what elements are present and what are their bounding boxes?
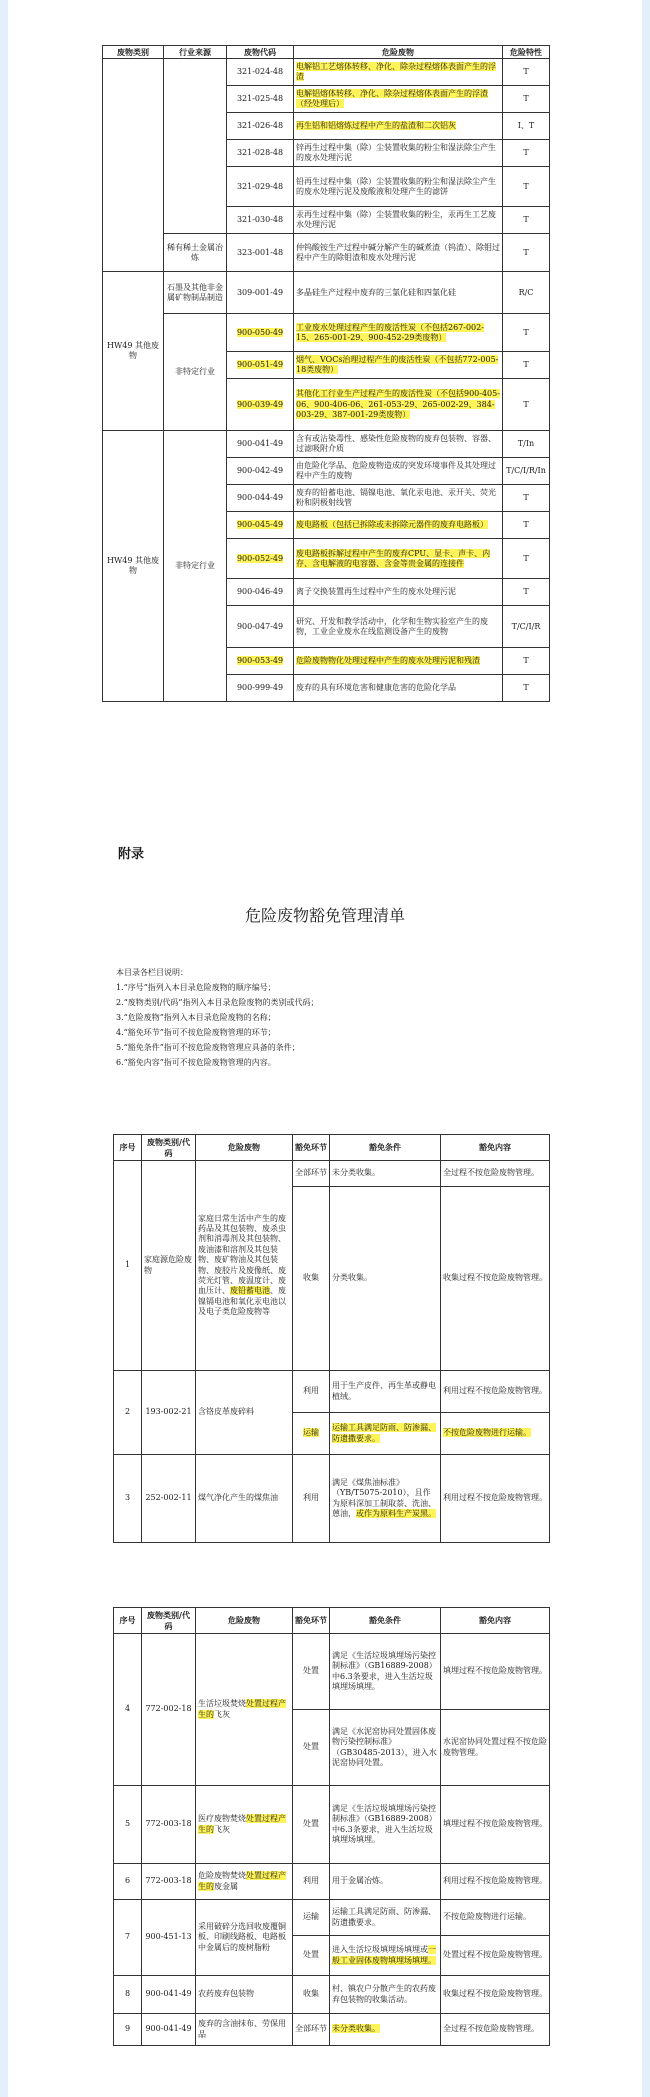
stage-cell: 利用 <box>293 1371 330 1413</box>
no-cell: 1 <box>114 1161 142 1371</box>
code-cell: 900-044-49 <box>227 485 294 512</box>
code-cell: 900-039-49 <box>227 379 294 431</box>
no-cell: 6 <box>114 1864 142 1900</box>
stage-cell: 利用 <box>293 1864 330 1900</box>
stage-cell: 收集 <box>293 1976 330 2014</box>
code-cell: 900-053-49 <box>227 648 294 675</box>
condition-cell: 运输工具满足防雨、防渗漏、防遗撒要求。 <box>330 1413 441 1455</box>
table-row <box>103 272 550 314</box>
code-cell: 772-003-18 <box>142 1786 196 1864</box>
characteristic-cell: T <box>503 675 550 702</box>
code-cell: 900-042-49 <box>227 458 294 485</box>
characteristic-cell: T/In <box>503 431 550 458</box>
characteristic-cell: T <box>503 485 550 512</box>
content-cell: 利用过程不按危险废物管理。 <box>441 1371 550 1413</box>
table-row <box>114 1900 550 1936</box>
table-row <box>114 1161 550 1187</box>
no-cell: 2 <box>114 1371 142 1455</box>
waste-cell: 锌再生过程中集（除）尘装置收集的粉尘和湿法除尘产生的废水处理污泥 <box>294 140 503 167</box>
header-characteristic: 危险特性 <box>503 46 550 59</box>
notes-list <box>116 965 556 1070</box>
table-row <box>103 314 550 352</box>
characteristic-cell: I、T <box>503 113 550 140</box>
content-cell: 不按危险废物进行运输。 <box>441 1413 550 1455</box>
condition-cell: 满足《煤焦油标准》（YB/T5075-2010），且作为原料深加工制取萘、洗油、蒽油，或作为原料生产炭黑。 <box>330 1455 441 1543</box>
category-cell <box>103 59 164 272</box>
waste-cell: 废弃的具有环境危害和健康危害的危险化学品 <box>294 675 503 702</box>
note-item: 4.“豁免环节”指可不按危险废物管理的环节； <box>116 1028 276 1037</box>
stage-cell: 处置 <box>293 1634 330 1710</box>
waste-cell: 含铬皮革废碎料 <box>196 1371 293 1455</box>
header-condition: 豁免条件 <box>330 1608 441 1634</box>
waste-cell: 铅再生过程中集（除）尘装置收集的粉尘和湿法除尘产生的废水处理污泥及废酸液和处理产生的滤饼 <box>294 167 503 207</box>
waste-cell: 烟气、VOCs治理过程产生的废活性炭（不包括772-005-18类废物） <box>294 352 503 379</box>
exemption-table-2 <box>113 1607 550 2046</box>
characteristic-cell: T <box>503 648 550 675</box>
content-cell: 全过程不按危险废物管理。 <box>441 1161 550 1187</box>
characteristic-cell: T <box>503 86 550 113</box>
characteristic-cell: T <box>503 234 550 272</box>
characteristic-cell: T/C/I/R/In <box>503 458 550 485</box>
condition-cell: 村、镇农户分散产生的农药废弃包装物的收集活动。 <box>330 1976 441 2014</box>
code-cell: 252-002-11 <box>142 1455 196 1543</box>
waste-cell: 电解铝工艺熔体转移、净化、除杂过程熔体表面产生的浮渣 <box>294 59 503 86</box>
characteristic-cell: T <box>503 167 550 207</box>
characteristic-cell: R/C <box>503 272 550 314</box>
code-cell: 900-041-49 <box>142 2014 196 2046</box>
stage-cell: 运输 <box>293 1413 330 1455</box>
note-item: 6.“豁免内容”指可不按危险废物管理的内容。 <box>116 1058 276 1067</box>
characteristic-cell: T <box>503 207 550 234</box>
code-cell: 309-001-49 <box>227 272 294 314</box>
stage-cell: 全部环节 <box>293 2014 330 2046</box>
category-cell: HW49 其他废物 <box>103 431 164 702</box>
waste-cell: 研究、开发和教学活动中，化学和生物实验室产生的废物，工业企业废水在线监测设备产生的废物 <box>294 606 503 648</box>
appendix-heading: 附录 <box>118 847 145 862</box>
characteristic-cell: T <box>503 314 550 352</box>
code-cell: 321-029-48 <box>227 167 294 207</box>
waste-cell: 其他化工行业生产过程产生的废活性炭（不包括900-405-06、900-406-06、261-053-29、265-002-29、384-003-29、387-001-29类废物） <box>294 379 503 431</box>
content-cell: 利用过程不按危险废物管理。 <box>441 1455 550 1543</box>
header-waste: 危险废物 <box>294 46 503 59</box>
content-cell: 收集过程不按危险废物管理。 <box>441 1187 550 1371</box>
code-cell: 900-047-49 <box>227 606 294 648</box>
condition-cell: 满足《生活垃圾填埋场污染控制标准》（GB16889-2008）中6.3条要求，进入生活垃圾填埋场填埋。 <box>330 1634 441 1710</box>
note-item: 1.“序号”指列入本目录危险废物的顺序编号； <box>116 983 276 992</box>
waste-cell: 含有或沾染毒性、感染性危险废物的废弃包装物、容器、过滤吸附介质 <box>294 431 503 458</box>
code-cell: 900-052-49 <box>227 539 294 579</box>
content-cell: 填埋过程不按危险废物管理。 <box>441 1786 550 1864</box>
header-no: 序号 <box>114 1608 142 1634</box>
header-code: 废物代码 <box>227 46 294 59</box>
condition-cell: 进入生活垃圾填埋场填埋或一般工业固体废物填埋场填埋。 <box>330 1936 441 1976</box>
condition-cell: 运输工具满足防雨、防渗漏、防遗撒要求。 <box>330 1900 441 1936</box>
header-stage: 豁免环节 <box>293 1608 330 1634</box>
code-cell: 900-041-49 <box>227 431 294 458</box>
no-cell: 9 <box>114 2014 142 2046</box>
waste-cell: 生活垃圾焚烧处置过程产生的飞灰 <box>196 1634 293 1786</box>
code-cell: 900-046-49 <box>227 579 294 606</box>
content-cell: 填埋过程不按危险废物管理。 <box>441 1634 550 1710</box>
exemption-table-1 <box>113 1134 550 1543</box>
header-content: 豁免内容 <box>441 1135 550 1161</box>
table-row <box>114 1864 550 1900</box>
content-cell: 处置过程不按危险废物管理。 <box>441 1936 550 1976</box>
code-cell: 772-002-18 <box>142 1634 196 1786</box>
waste-cell: 电解铝熔体转移、净化、除杂过程熔体表面产生的浮渣（经处理后） <box>294 86 503 113</box>
header-condition: 豁免条件 <box>330 1135 441 1161</box>
page-frame-right <box>642 0 650 2097</box>
header-category: 废物类别 <box>103 46 164 59</box>
waste-cell: 煤气净化产生的煤焦油 <box>196 1455 293 1543</box>
content-cell: 全过程不按危险废物管理。 <box>441 2014 550 2046</box>
no-cell: 3 <box>114 1455 142 1543</box>
page-frame-left <box>0 0 8 2097</box>
page-title: 危险废物豁免管理清单 <box>244 906 405 925</box>
table-row <box>114 1976 550 2014</box>
characteristic-cell: T <box>503 59 550 86</box>
no-cell: 4 <box>114 1634 142 1786</box>
table-header-row <box>114 1608 550 1634</box>
characteristic-cell: T <box>503 140 550 167</box>
code-cell: 900-041-49 <box>142 1976 196 2014</box>
note-item: 5.“豁免条件”指可不按危险废物管理应具备的条件； <box>116 1043 300 1052</box>
code-cell: 772-003-18 <box>142 1864 196 1900</box>
stage-cell: 处置 <box>293 1786 330 1864</box>
no-cell: 7 <box>114 1900 142 1976</box>
waste-cell: 工业废水处理过程产生的废活性炭（不包括267-002-15、265-001-29、900-452-29类废物） <box>294 314 503 352</box>
stage-cell: 全部环节 <box>293 1161 330 1187</box>
code-cell: 321-028-48 <box>227 140 294 167</box>
waste-cell: 再生铝和铝熔炼过程中产生的盐渣和二次铝灰 <box>294 113 503 140</box>
condition-cell: 满足《水泥窑协同处置固体废物污染控制标准》（GB30485-2013），进入水泥窑协同处置。 <box>330 1710 441 1786</box>
waste-cell: 危险废物焚烧处置过程产生的废金属 <box>196 1864 293 1900</box>
code-cell: 900-051-49 <box>227 352 294 379</box>
header-code: 废物类别/代码 <box>142 1135 196 1161</box>
code-cell: 321-024-48 <box>227 59 294 86</box>
header-source: 行业来源 <box>164 46 227 59</box>
condition-cell: 分类收集。 <box>330 1187 441 1371</box>
hazardous-waste-table <box>102 45 550 702</box>
no-cell: 5 <box>114 1786 142 1864</box>
header-waste: 危险废物 <box>196 1608 293 1634</box>
code-cell: 900-045-49 <box>227 512 294 539</box>
content-cell: 不按危险废物进行运输。 <box>441 1900 550 1936</box>
waste-cell: 废弃的铅蓄电池、镉镍电池、氧化汞电池、汞开关、荧光粉和阴极射线管 <box>294 485 503 512</box>
waste-cell: 农药废弃包装物 <box>196 1976 293 2014</box>
code-cell: 321-026-48 <box>227 113 294 140</box>
content-cell: 水泥窑协同处置过程不按危险废物管理。 <box>441 1710 550 1786</box>
stage-cell: 收集 <box>293 1187 330 1371</box>
code-cell: 900-050-49 <box>227 314 294 352</box>
code-cell: 323-001-48 <box>227 234 294 272</box>
stage-cell: 利用 <box>293 1455 330 1543</box>
table-row <box>114 1455 550 1543</box>
characteristic-cell: T/C/I/R <box>503 606 550 648</box>
code-cell: 900-999-49 <box>227 675 294 702</box>
table-row <box>103 59 550 86</box>
waste-cell: 废弃的含油抹布、劳保用品 <box>196 2014 293 2046</box>
code-cell: 321-030-48 <box>227 207 294 234</box>
waste-cell: 多晶硅生产过程中废弃的三氯化硅和四氯化硅 <box>294 272 503 314</box>
content-cell: 利用过程不按危险废物管理。 <box>441 1864 550 1900</box>
table-row <box>114 1634 550 1710</box>
category-cell: HW49 其他废物 <box>103 272 164 431</box>
source-cell: 稀有稀土金属冶炼 <box>164 234 227 272</box>
code-cell: 321-025-48 <box>227 86 294 113</box>
header-waste: 危险废物 <box>196 1135 293 1161</box>
waste-cell: 由危险化学品、危险废物造成的突发环境事件及其处理过程中产生的废物 <box>294 458 503 485</box>
condition-cell: 未分类收集。 <box>330 1161 441 1187</box>
characteristic-cell: T <box>503 579 550 606</box>
condition-cell: 用于金属冶炼。 <box>330 1864 441 1900</box>
notes-intro: 本目录各栏目说明： <box>116 968 188 977</box>
characteristic-cell: T <box>503 352 550 379</box>
waste-cell: 废电路板拆解过程中产生的废弃CPU、显卡、声卡、内存、含电解液的电容器、含金等贵金属的连接件 <box>294 539 503 579</box>
waste-cell: 废电路板（包括已拆除或未拆除元器件的废弃电路板） <box>294 512 503 539</box>
condition-cell: 未分类收集。 <box>330 2014 441 2046</box>
note-item: 2.“废物类别/代码”指列入本目录危险废物的类别或代码； <box>116 998 319 1007</box>
content-cell: 收集过程不按危险废物管理。 <box>441 1976 550 2014</box>
table-header-row <box>114 1135 550 1161</box>
waste-cell: 离子交换装置再生过程中产生的废水处理污泥 <box>294 579 503 606</box>
condition-cell: 满足《生活垃圾填埋场污染控制标准》（GB16889-2008）中6.3条要求，进入生活垃圾填埋场填埋。 <box>330 1786 441 1864</box>
stage-cell: 处置 <box>293 1710 330 1786</box>
waste-cell: 危险废物物化处理过程中产生的废水处理污泥和残渣 <box>294 648 503 675</box>
characteristic-cell: T <box>503 539 550 579</box>
waste-cell: 医疗废物焚烧处置过程产生的飞灰 <box>196 1786 293 1864</box>
header-stage: 豁免环节 <box>293 1135 330 1161</box>
stage-cell: 处置 <box>293 1936 330 1976</box>
code-cell: 900-451-13 <box>142 1900 196 1976</box>
no-cell: 8 <box>114 1976 142 2014</box>
source-cell <box>164 59 227 234</box>
code-cell: 193-002-21 <box>142 1371 196 1455</box>
source-cell: 非特定行业 <box>164 431 227 702</box>
waste-cell: 仲钨酸铵生产过程中碱分解产生的碱煮渣（钨渣）、除钼过程中产生的除钼渣和废水处理污泥 <box>294 234 503 272</box>
table-row <box>103 234 550 272</box>
condition-cell: 用于生产皮件、再生革或静电植绒。 <box>330 1371 441 1413</box>
table-row <box>114 1371 550 1413</box>
waste-cell: 汞再生过程中集（除）尘装置收集的粉尘，汞再生工艺废水处理污泥 <box>294 207 503 234</box>
table-row <box>114 2014 550 2046</box>
source-cell: 非特定行业 <box>164 314 227 431</box>
header-content: 豁免内容 <box>441 1608 550 1634</box>
table-row <box>103 431 550 458</box>
characteristic-cell: T <box>503 379 550 431</box>
note-item: 3.“危险废物”指列入本目录危险废物的名称； <box>116 1013 276 1022</box>
characteristic-cell: T <box>503 512 550 539</box>
waste-cell: 采用破碎分选回收废覆铜板、印刷线路板、电路板中金属后的废树脂粉 <box>196 1900 293 1976</box>
header-code: 废物类别/代码 <box>142 1608 196 1634</box>
code-cell: 家庭源危险废物 <box>142 1161 196 1371</box>
header-no: 序号 <box>114 1135 142 1161</box>
source-cell: 石墨及其他非金属矿物制品制造 <box>164 272 227 314</box>
waste-cell: 家庭日常生活中产生的废药品及其包装物、废杀虫剂和消毒剂及其包装物、废油漆和溶剂及其包装物、废矿物油及其包装物、废胶片及废像纸、废荧光灯管、废温度计、废血压计、废铅蓄电池、废镍镉电池和氧化汞电池以及电子类危险废物等 <box>196 1161 293 1371</box>
stage-cell: 运输 <box>293 1900 330 1936</box>
table-header-row <box>103 46 550 59</box>
table-row <box>114 1786 550 1864</box>
